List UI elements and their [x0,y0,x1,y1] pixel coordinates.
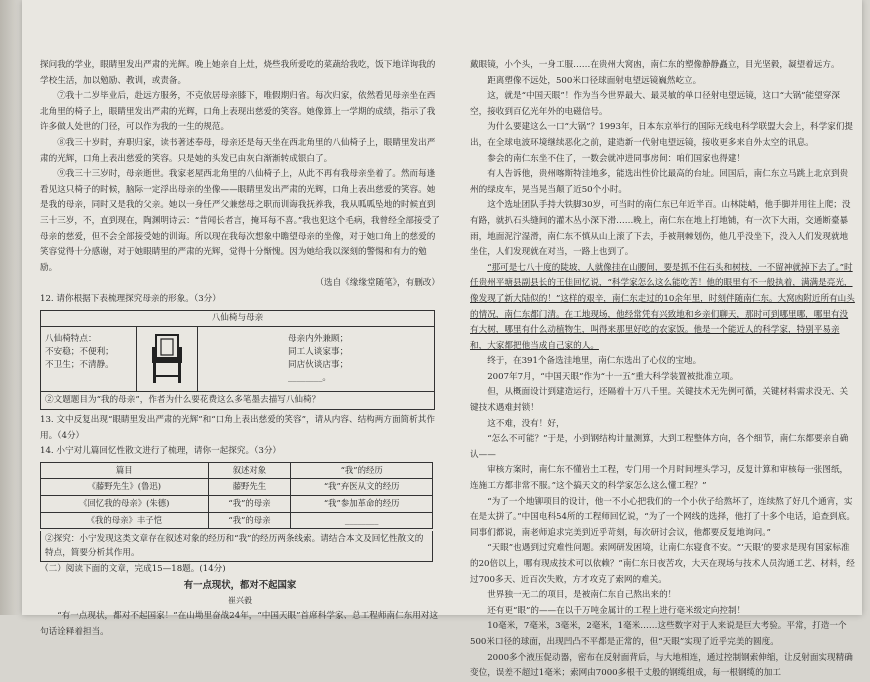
section-heading: （二）阅读下面的文章，完成15—18题。(14分) [40,564,226,575]
table-row [41,496,433,513]
paragraph: 终于，在391个备选洼地里，南仁东选出了心仪的宝地。 [487,356,702,367]
paragraph: ⑦我十二岁毕业后，赴远方服务，不克依居母亲膝下，唯假期归省。每次归家，依然看见母亲坐在西北角里的椅子上，眼睛里发出严肃的光辉，口角上表现出慈爱的笑容。她像算上一学期的成绩，指示了我许多做人处世的门径，可以作为我的一生的规范。 [40,91,436,133]
paragraph: 2007年7月，“中国天眼”作为“十一五”重大科学装置被批准立项。 [487,371,739,382]
article-title: 有一点现状，都对不起国家 [183,579,297,591]
table-header: 叙述对象 [208,462,291,479]
paragraph: 还有更“眼”的——在以千万吨金属计的工程上进行毫米级定向控制！ [487,605,746,616]
table-cell: ________ [291,512,433,529]
table-cell: “我”的母亲 [208,496,291,513]
question-13: 13. 文中反复出现“眼睛里发出严肃的光辉”和“口角上表出慈爱的笑容”，请从内容、结构两方面简析其作用。（4分） [40,415,435,441]
left-column [40,58,440,640]
table-cell: “我”的母亲 [208,512,291,529]
mother-role-line: ________。 [288,372,331,383]
paragraph: 戴眼镜，小个头，一身工服……在贵州大窝凼，南仁东的塑像静静矗立，目光坚毅，凝望着远方。 [470,60,840,70]
chair-trait-line: 不安稳；不便利； [45,346,114,357]
paragraph: 探问我的学业，眼睛里发出严肃的光辉。晚上她亲自上灶，烧些我所爱吃的菜蔬给我吃，饭下地详询我的学校生活，加以勉励、教训，或责备。 [40,60,436,86]
paragraph: “为了一个地铆项目的设计，他一不小心把我们的一个小伙子给熬坏了，连续熬了好几个通宵，实在是太拼了。”中国电科54所的工程师回忆说，“为了一个网线的选择，他打了十多个电话，追查到底。同事们都说，南老师追求完美到近乎苛刻，每次研讨会议，他都要反复地询问。” [470,496,855,538]
chair-illustration [137,327,198,391]
table-header: “我”的经历 [291,462,433,479]
paragraph: 这个选址团队手持大铁脚30岁，可当时的南仁东已年近半百。山林陡峭，他手脚并用往上爬；没有路，就扒石头缝间的灌木丛小深下滑……晚上，南仁东在地上打地铺，有一次下大雨，交通断臺暴雨，地面泥泞湿滑，南仁东不慎从山上滚了下去，手被荆棘划伤，他几乎没坐下，没入人们发现就地坐住，人们发现就在对当，一路上也到了。 [470,200,851,258]
paragraph: 但，从概面设计到建造运行，还隔着十万八千里。关键技术无先例可循，关键材料需求没无、关键技术遇难封锁！ [470,387,849,414]
paragraph: ⑨我三十三岁时，母亲逝世。我家老屋西北角里的八仙椅子上，从此不再有我母亲坐着了。然而每逢看见这只椅子的时候，脑际一定浮出母亲的坐像——眼睛里发出严肃的光辉，口角上表出慈爱的笑容。她是我的母亲，同时又是我的父亲。她以一身任严父兼慈母之职而训诲我抚养我，我从呱呱坠地的时候直到三十三岁，不，直到现在，陶渊明诗云：“昔闻长者言，掩耳每不喜。”我也犯这个毛病，我曾经全部接受了母亲的慈爱，但不会全部接受她的训诲。所以现在我每次想象中瞻望母亲的坐像，对于她口角上的慈爱的笑容觉得十分感谢，对于她眼睛里的严肃的光辉，觉得十分惭愧。因为她给我以深刻的警惕和有力的勉励。 [40,169,440,273]
chair-trait-line: 不卫生；不清静。 [45,359,114,370]
table-cell: “我”弃医从文的经历 [291,479,433,496]
exam-sheet [22,0,862,679]
chair-trait-line: 八仙椅特点： [45,333,97,344]
question-12: 12. 请你根据下表梳理探究母亲的形象。（3分） [40,293,221,304]
paragraph: 参会的南仁东坐不住了，一数会就冲进同事房间：咱们国家也得建！ [487,153,746,164]
paragraph: 世界独一无二的项目，是被南仁东自己熬出来的！ [487,590,677,601]
right-column [470,58,855,682]
underlined-paragraph: “那可是七八十度的陡坡，人就像挂在山腰间，要是抓不住石头和树枝，一不留神就掉下去了。”时任贵州平塘县副县长的王佳回忆说，“科学家怎么这么能吃苦！他的眼里有不一般执着，满满是亮光，像发现了新大陆似的！”这样的艰辛，南仁东走过的10余年里，时刻伴随南仁东。大窝凼附近所有山头的情况，南仁东都门清。在工地现场，他经常凭有兴致地和乡亲们聊天，那时可到哪里哪，哪里有没有大树，哪里有什么动植物生，叫得来那里好吃的农家饭。他是一个能近人的科学家，特别平易亲和，大家都把他当成自己家的人。 [470,262,855,351]
paragraph: 为什么要建这么一口“大锅”？1993年，日本东京举行的国际无线电科学联盟大会上，科学家们提出，在全球电波环境继续恶化之前，建造新一代射电望远镜，接收更多来自外太空的讯息。 [470,122,854,148]
mother-role-line: 同店伙谈店事； [288,359,349,370]
essay-table [40,462,433,529]
table-cell: 《藤野先生》(鲁迅) [41,479,209,496]
table-cell: 《回忆我的母亲》(朱德) [41,496,209,513]
box-footer: ②文题题目为“我的母亲”，作者为什么要花费这么多笔墨去描写八仙椅？ [45,394,321,405]
article-author: 崔兴毅 [228,596,252,606]
box-title: 八仙椅与母亲 [41,311,434,327]
table-footer: ②探究：小宁发现这类文章存在叙述对象的经历和“我”的经历两条线索。请结合本文及回忆性散文的特点，简要分析其作用。 [40,531,433,562]
paragraph: 审核方案时，南仁东不懂岩土工程，专门用一个月时间埋头学习，反复计算和审核每一张图纸，连施工方都非常不服。”这个搞天文的科学家怎么这么懂工程？” [470,465,849,492]
table-cell: 《我的母亲》丰子恺 [41,512,209,529]
question-14: 14. 小宁对儿篇回忆性散文进行了梳理，请你一起探究。（3分） [40,446,282,457]
table-header-row [41,462,433,479]
table-header: 篇目 [41,462,209,479]
paragraph: “有一点现状，都对不起国家！”在山坳里奋战24年，“中国天眼”首席科学家、总工程师南仁东用对这句话诠释着担当。 [40,611,439,637]
paragraph: “怎么不可能？”于是，小到钢结构计量测算，大到工程整体方向，各个细节，南仁东都要亲自确认—— [470,434,849,460]
table-row [41,512,433,529]
paragraph: 有人告诉他，贵州喀斯特洼地多，能选出性价比最高的台址。回国后，南仁东立马跳上北京到贵州的绿皮车，晃当晃当颠了近50个小时。 [470,169,849,195]
armchair-icon [150,333,184,385]
paragraph: ⑧我三十岁时，弃职归家，读书著述奉母，母亲还是每天坐在西北角里的八仙椅子上，眼睛里发出严肃的光辉，口角上表出慈爱的笑容。只是她的头发已由灰白渐渐转成银白了。 [40,137,436,164]
chair-mother-box [40,310,435,411]
table-row [41,479,433,496]
paragraph: 10毫米，7毫米，3毫米，2毫米，1毫米……这些数字对于人来说是巨大考验。平常，打造一个500米口径的球面，出现凹凸不平都是正常的，但“天眼”实现了近乎完美的圆度。 [470,621,847,647]
binding-shadow [0,0,20,615]
paragraph: 这不难，没有！好， [487,418,565,429]
chair-traits [41,327,137,391]
table-cell: “我”参加革命的经历 [291,496,433,513]
mother-role-line: 母亲内外兼顾； [288,333,349,344]
mother-roles [198,327,434,391]
table-cell: 藤野先生 [208,479,291,496]
paragraph: 距离塑像不远处，500米口径球面射电望远镜巍然屹立。 [487,75,702,86]
paragraph: “天眼”也遇到过究难性问题。索网研发困境，让南仁东寝食不安。“‘天眼’的要求是现有国家标准的20倍以上，哪有现成技术可以依赖？”南仁东日夜苦攻，大天在现场与技术人员沟通工艺、材料，经过700多天、近百次失败，方才攻克了索网的难关。 [470,543,855,585]
paragraph: 2000多个液压促动器，密布在反射面背后，与大地相连，通过控制钢索伸缩，让反射面实现精确变位，误差不超过1毫米；索网由7000多根千丈般的钢缆组成，每一根钢缆的加工 [470,652,853,679]
source-note: （选自《缘缘堂随笔》，有删改） [315,278,440,289]
paragraph: 这，就是“中国天眼”！作为当今世界最大、最灵敏的单口径射电望远镜，这口“大锅”能望穿深空，接收到百亿光年外的电磁信号。 [470,91,840,117]
mother-role-line: 同工人谈家事； [288,346,349,357]
